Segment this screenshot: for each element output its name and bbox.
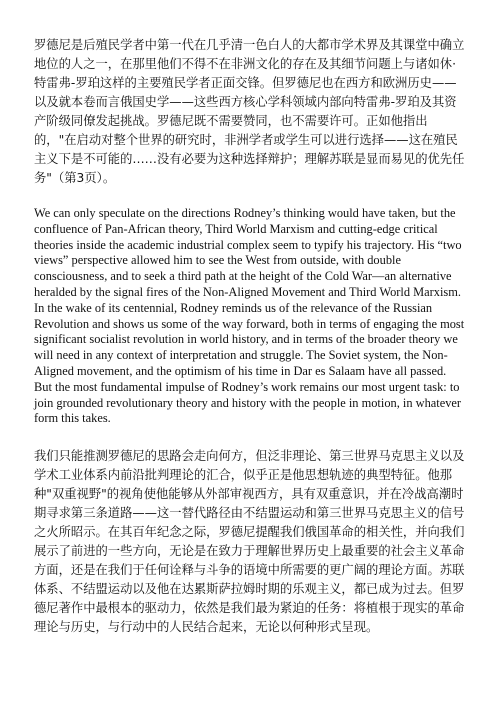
- chinese-intro-paragraph: 罗德尼是后殖民学者中第一代在几乎清一色白人的大都市学术界及其课堂中确立地位的人之一，在那里他们不得不在非洲文化的存在及其细节问题上与诸如休·特雷弗-罗珀这样的主要殖民学者正面交锋。但罗德尼也在西方和欧洲历史——以及就本卷而言俄国史学——这些西方核心学科领域内部向特雷弗-罗珀及其资产阶级同僚发起挑战。罗德尼既不需要赞同，也不需要许可。正如他指出的，"在启动对整个世界的研究时，非洲学者或学生可以进行选择——这在殖民主义下是不可能的……没有必要为这种选择辩护；理解苏联是显而易见的优先任务"（第3页）。: [34, 38, 465, 185]
- document-page: [34, 36, 466, 637]
- english-body-paragraph: We can only speculate on the directions Rodney’s thinking would have taken, but the confluence of Pan-African theory, Third World Marxism and cutting-edge critical theories inside the academic industrial complex seem to typify his trajectory. His “two views” perspective allowed him to see the West from outside, with double consciousness, and to seek a third path at the height of the Cold War—an alternative heralded by the signal fires of the Non-Aligned Movement and Third World Marxism. In the wake of its centennial, Rodney reminds us of the relevance of the Russian Revolution and shows us some of the way forward, both in terms of engaging the most significant socialist revolution in world history, and in terms of the broader theory we will need in any context of interpretation and struggle. The Soviet system, the Non-Aligned movement, and the optimism of his time in Dar es Salaam have all passed. But the most fundamental impulse of Rodney’s work remains our most urgent task: to join grounded revolutionary theory and history with the people in motion, in whatever form this takes.: [34, 206, 465, 426]
- chinese-translation-paragraph: 我们只能推测罗德尼的思路会走向何方，但泛非理论、第三世界马克思主义以及学术工业体系内前沿批判理论的汇合，似乎正是他思想轨迹的典型特征。他那种"双重视野"的视角使他能够从外部审视西方，具有双重意识，并在冷战高潮时期寻求第三条道路——这一替代路径由不结盟运动和第三世界马克思主义的信号之火所昭示。在其百年纪念之际，罗德尼提醒我们俄国革命的相关性，并向我们展示了前进的一些方向，无论是在致力于理解世界历史上最重要的社会主义革命方面，还是在我们于任何诠释与斗争的语境中所需要的更广阔的理论方面。苏联体系、不结盟运动以及他在达累斯萨拉姆时期的乐观主义，都已成为过去。但罗德尼著作中最根本的驱动力，依然是我们最为紧迫的任务：将植根于现实的革命理论与历史，与行动中的人民结合起来，无论以何种形式呈现。: [34, 449, 465, 635]
